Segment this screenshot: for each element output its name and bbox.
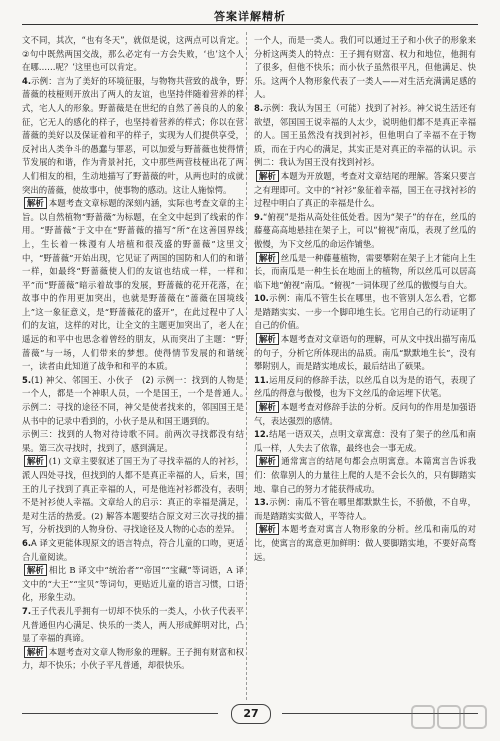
block-text: A 译文更能体现原文的语言特点，符合儿童的口吻，更适合儿童阅读。 [22,537,244,562]
block-text: 丝瓜是一种藤蔓植物，需要攀附在架子上才能向上生长，而南瓜是一种生长在地面上的植物，所以丝瓜可以居高临下地“俯视”南瓜。“俯视”一词体现了丝瓜的傲慢与自大。 [254,252,476,290]
item-number: 13. [254,497,269,508]
item-number: 8. [254,102,264,113]
block-text: 本题考查对寓言人物形象的分析。丝瓜和南瓜的对比，使寓言的寓意更加鲜明：做人要脚踏实地，不要好高骛远。 [254,524,476,562]
column-divider [246,32,247,700]
analysis-block [254,523,476,564]
block-text: 示例：我认为国王（可能）找到了衬衫。神父说生活还有欲望，邻国国王说幸福的人太少，说明他们都不是真正幸福的人。国王虽然没有找到衬衫，但他明白了幸福不在于物质，而在于内心的满足，其实正是对真正的幸福的认识。示例二：我认为国王没有找到衬衫。 [254,102,476,168]
block-text: 一个人，而是一类人。我们可以通过王子和小伙子的形象来分析这两类人的特点：王子拥有财富、权力和地位，他拥有了很多，但他不快乐；而小伙子虽然很平凡，但他满足、快乐。这两个人物形象代表了一类人——对生活充满满足感的人。 [254,35,476,100]
block-text: 文不同，其次，“也有冬天”，就似是说，这两点可以肯定。②句中既然两国交战，那么必定有一方会失败，‘也’这个人在哪……呢？’这里也可以肯定。 [22,35,244,73]
analysis-block [254,252,476,293]
analysis-block [254,170,476,211]
analysis-tag: 解析 [24,197,47,209]
analysis-block [22,455,244,537]
block-text: 本题考查文章标题的深刻内涵，实际也考查文章的主旨。以自然植物“野蔷薇”为标题，在全文中起到了线索的作用。“野蔷薇”于文中在“野蔷薇的描写”所“在这善国界线上，生长着一株漫有人培植和很茂盛的野蔷薇”这里文中，“野蔷薇”开始出现，它见证了两国的国防和人们的和谐一样，如最终“野蔷薇使人们的友谊也结成一样，一样和平”而“野蔷薇”暗示着故事的发展，野蔷薇的花开花落，在故事中的作用更加突出，也就是野蔷薇在“蔷薇在国境线上”这一象征意义，是“野蔷薇花的盛开”，在此过程中了人们的友谊，这样的对比，让全文的主题更加突出了，老人在遥远的和平中也思念着曾经的朋友，从而突出了主题：“野蔷薇”与一场，人们带来的梦想。使得情节发展的和谐统一，读者由此知道了战争和和平的本质。 [22,198,244,372]
block-text: 通常寓言的结尾句都会点明寓意。本篇寓言告诉我们：依靠别人的力量往上爬的人是不会长久的，只有脚踏实地、靠自己的努力才能获得成功。 [254,456,476,494]
watermark-logo-icon [410,700,490,736]
page-header-title: 答案详解精析 [214,10,286,23]
answer-item [254,496,476,523]
block-text: 示例：南瓜不管生长在哪里，也不管别人怎么看，它都是踏踏实实、一步一个脚印地生长。它用自己的行动证明了自己的价值。 [254,293,476,331]
left-column [22,34,253,673]
answer-item [22,75,244,197]
block-text: 本题考查对文章语句的理解，可从文中找出描写南瓜的句子，分析它所体现出的品质。南瓜“默默地生长”，没有攀附别人，而是踏实地成长，最后结出了硕果。 [254,334,476,372]
analysis-block [254,333,476,374]
block-text: “俯视”是指从高处往低处看。因为“架子”的存在，丝瓜的藤蔓高高地悬挂在架子上，可以“俯视”南瓜，表现了丝瓜的傲慢，为下文丝瓜的命运作铺垫。 [254,211,476,249]
footer-rule-left [22,713,218,714]
analysis-block [22,197,244,374]
answer-item [254,374,476,401]
analysis-block [254,401,476,428]
analysis-block [22,646,244,673]
analysis-block [254,455,476,496]
answer-item [254,102,476,170]
block-text: 示例：言为了美好的环境征服，与物物共营致的战争，野蔷薇的枝桠则开放出了两人的友谊，也坚持伴随着营养的样式，宅人人的形象。野蔷薇是在世纪的自然了善良的人的象征，它无人的感化的样子，也坚持着营养的样式；你以在营蔷薇的美好以及保证着和平的样子，实现为人们提供享受，反衬出人类争斗的愚蠢与罪恶，可以加爱与野蔷薇也使得情节发展的和谐，作为背景衬托，文中那些两营枝桠出花了两人们相友的相，生动地描写了野蔷薇的叶，从两也时的成就突出的蔷薇，使故事中，使事物的感动。这让人施惊愕。 [22,75,244,195]
answer-text [254,34,476,102]
block-text: 示例三：找到的人物对待诗歌不同。前两次寻找都没有结果。第三次寻找时，找到了，感到满足。 [22,429,244,453]
block-text: 示例：南瓜不管在哪里都默默生长，不骄傲，不自卑，而是踏踏实实做人，平等待人。 [254,497,476,521]
block-text: 本题考查对文章人物形象的理解。王子拥有财富和权力，却不快乐；小伙子平凡普通，却很快乐。 [22,646,244,671]
analysis-tag: 解析 [256,252,279,264]
header-rule [22,24,478,25]
right-column [254,34,476,564]
item-number: 4. [22,75,32,86]
analysis-tag: 解析 [24,646,47,658]
answer-item [22,605,244,646]
analysis-tag: 解析 [256,523,279,535]
answer-item [22,374,253,428]
item-number: 5. [22,374,32,385]
analysis-tag: 解析 [256,455,279,467]
answer-item [254,292,476,333]
block-text: 本题为开放题，考查对文章结尾的理解。答案只要言之有理即可。文中的“衬衫”象征着幸福，国王在寻找衬衫的过程中明白了真正的幸福是什么。 [254,170,476,209]
analysis-tag: 解析 [24,564,47,576]
block-text: 结尾一语双关，点明文章寓意：没有了架子的丝瓜和南瓜一样，人失去了依靠，最终也会一事无成。 [254,429,476,453]
block-text: (1) 神父、邻国王、小伙子 (2) 示例一：找到的人物是一个人，都是一个神职人员，一个是国王，一个是普通人。 示例二：寻找的途径不同，神父是使者找来的，邻国国王是从书中的记录中看到的，小伙子是从和国王遇到的。 [22,374,253,426]
answer-text [22,34,244,75]
item-number: 9. [254,211,264,222]
analysis-tag: 解析 [256,333,279,345]
answer-text [22,428,244,455]
answer-item [22,537,244,564]
block-text: 相比 B 译文中“统治者”“帝国”“宝藏”等词语，A 译文中的“大王”“宝贝”等词句，更贴近儿童的语言习惯，口语化，形象生动。 [22,565,244,603]
analysis-tag: 解析 [24,455,47,467]
item-number: 6. [22,537,32,548]
block-text: 王子代表儿乎拥有一切却不快乐的一类人，小伙子代表平凡普通但内心满足、快乐的一类人，两人形成鲜明对比，凸显了幸福的真谛。 [22,605,244,644]
block-text: 本题考查对修辞手法的分析。反问句的作用是加强语气，表达强烈的感情。 [254,402,476,426]
analysis-tag: 解析 [256,170,279,182]
item-number: 10. [254,293,269,304]
item-number: 11. [254,374,269,385]
answer-item [254,211,476,252]
page-number: 27 [231,704,271,724]
analysis-tag: 解析 [256,401,279,413]
item-number: 12. [254,429,269,440]
item-number: 7. [22,605,32,616]
answer-item [254,428,476,455]
block-text: 运用反问的修辞手法，以丝瓜自以为是的语气，表现了丝瓜的得意与傲慢，也为下文丝瓜的命运埋下伏笔。 [254,374,476,399]
analysis-block [22,564,244,605]
block-text: (1) 文章主要叙述了国王为了寻找幸福的人的衬衫，派人四处寻找，但找到的人都不是真正幸福的人，后来，国王的儿子找到了真正幸福的人，可是他连衬衫都没有，表明不是衬衫使人幸福。文章给人的启示：真正的幸福是满足，是对生活的热爱。(2) 解答本题要结合原文对三次寻找的描写，分析找到的人物身份、寻找途径及人物的心态的差异。 [22,456,244,535]
